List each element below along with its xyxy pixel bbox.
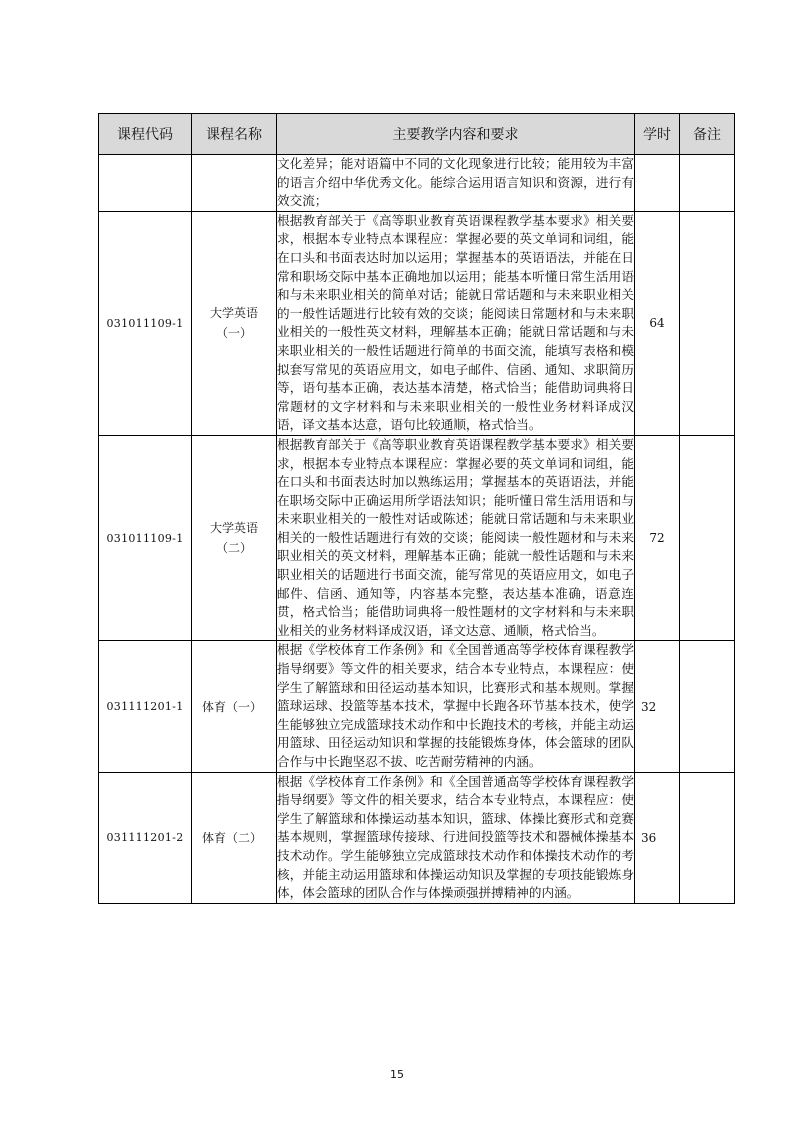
header-note: 备注 — [680, 114, 735, 155]
course-name-cell: 体育（一） — [192, 641, 277, 772]
course-name-cell — [192, 435, 277, 641]
table-row — [99, 155, 735, 212]
table-row — [99, 772, 735, 903]
content-cell: 根据教育部关于《高等职业教育英语课程教学基本要求》相关要求，根据本专业特点本课程应：掌握必要的英文单词和词组，能在口头和书面表达时加以运用；掌握基本的英语语法，并能在日常和职场交际中基本正确地加以运用；能基本听懂日常生活用语和与未来职业相关的简单对话；能就日常话题和与未来职业相关的一般性话题进行比较有效的交谈；能阅读日常题材和与未来职业相关的一般性英文材料，理解基本正确；能就日常话题和与未来职业相关的一般性话题进行简单的书面交流，能填写表格和模拟套写常见的英语应用文，如电子邮件、信函、通知、求职简历等，语句基本正确，表达基本清楚，格式恰当；能借助词典将日常题材的文字材料和与未来职业相关的一般性业务材料译成汉语，译文基本达意，语句比较通顺，格式恰当。 — [277, 211, 635, 435]
table-header-row — [99, 114, 735, 155]
content-cell: 根据《学校体育工作条例》和《全国普通高等学校体育课程教学指导纲要》等文件的相关要求，结合本专业特点，本课程应：使学生了解篮球和田径运动基本知识，比赛形式和基本规则。掌握篮球运球、投篮等基本技术，掌握中长跑各环节基本技术，使学生能够独立完成篮球技术动作和中长跑技术的考核，并能主动运用篮球、田径运动知识和掌握的技能锻炼身体，体会篮球的团队合作与中长跑坚忍不拔、吃苦耐劳精神的内涵。 — [277, 641, 635, 772]
hours-cell: 72 — [635, 435, 680, 641]
course-table — [98, 113, 735, 904]
course-code-cell: 031011109-1 — [99, 435, 192, 641]
course-code-cell — [99, 155, 192, 212]
page-number: 15 — [390, 1068, 404, 1081]
course-code-cell: 031111201-1 — [99, 641, 192, 772]
course-name-line: （一） — [215, 326, 252, 341]
table-row — [99, 211, 735, 435]
table-row — [99, 641, 735, 772]
course-name-line: 大学英语 — [209, 306, 258, 321]
content-cell: 文化差异；能对语篇中不同的文化现象进行比较；能用较为丰富的语言介绍中华优秀文化。能综合运用语言知识和资源，进行有效交流； — [277, 155, 635, 212]
course-name-cell — [192, 155, 277, 212]
note-cell — [680, 772, 735, 903]
hours-cell: 32 — [635, 641, 680, 772]
table-row — [99, 435, 735, 641]
header-course-name: 课程名称 — [192, 114, 277, 155]
course-code-cell: 031011109-1 — [99, 211, 192, 435]
course-name-line: （二） — [215, 541, 252, 556]
course-name-cell — [192, 211, 277, 435]
hours-cell: 64 — [635, 211, 680, 435]
note-cell — [680, 155, 735, 212]
hours-cell — [635, 155, 680, 212]
note-cell — [680, 641, 735, 772]
course-name-line: 大学英语 — [209, 521, 258, 536]
header-course-code: 课程代码 — [99, 114, 192, 155]
course-name-cell: 体育（二） — [192, 772, 277, 903]
header-hours: 学时 — [635, 114, 680, 155]
hours-cell: 36 — [635, 772, 680, 903]
content-cell: 根据《学校体育工作条例》和《全国普通高等学校体育课程教学指导纲要》等文件的相关要求，结合本专业特点，本课程应：使学生了解篮球和体操运动基本知识，篮球、体操比赛形式和竞赛基本规则，掌握篮球传接球、行进间投篮等技术和器械体操基本技术动作。学生能够独立完成篮球技术动作和体操技术动作的考核，并能主动运用篮球和体操运动知识及掌握的专项技能锻炼身体，体会篮球的团队合作与体操顽强拼搏精神的内涵。 — [277, 772, 635, 903]
content-cell: 根据教育部关于《高等职业教育英语课程教学基本要求》相关要求，根据本专业特点本课程应：掌握必要的英文单词和词组，能在口头和书面表达时加以熟练运用；掌握基本的英语语法，并能在职场交际中正确运用所学语法知识；能听懂日常生活用语和与未来职业相关的一般性对话或陈述；能就日常话题和与未来职业相关的一般性话题进行有效的交谈；能阅读一般性题材和与未来职业相关的英文材料，理解基本正确；能就一般性话题和与未来职业相关的话题进行书面交流，能写常见的英语应用文，如电子邮件、信函、通知等，内容基本完整，表达基本准确，语意连贯，格式恰当；能借助词典将一般性题材的文字材料和与未来职业相关的业务材料译成汉语，译文达意、通顺，格式恰当。 — [277, 435, 635, 641]
course-code-cell: 031111201-2 — [99, 772, 192, 903]
note-cell — [680, 211, 735, 435]
header-content: 主要教学内容和要求 — [277, 114, 635, 155]
note-cell — [680, 435, 735, 641]
